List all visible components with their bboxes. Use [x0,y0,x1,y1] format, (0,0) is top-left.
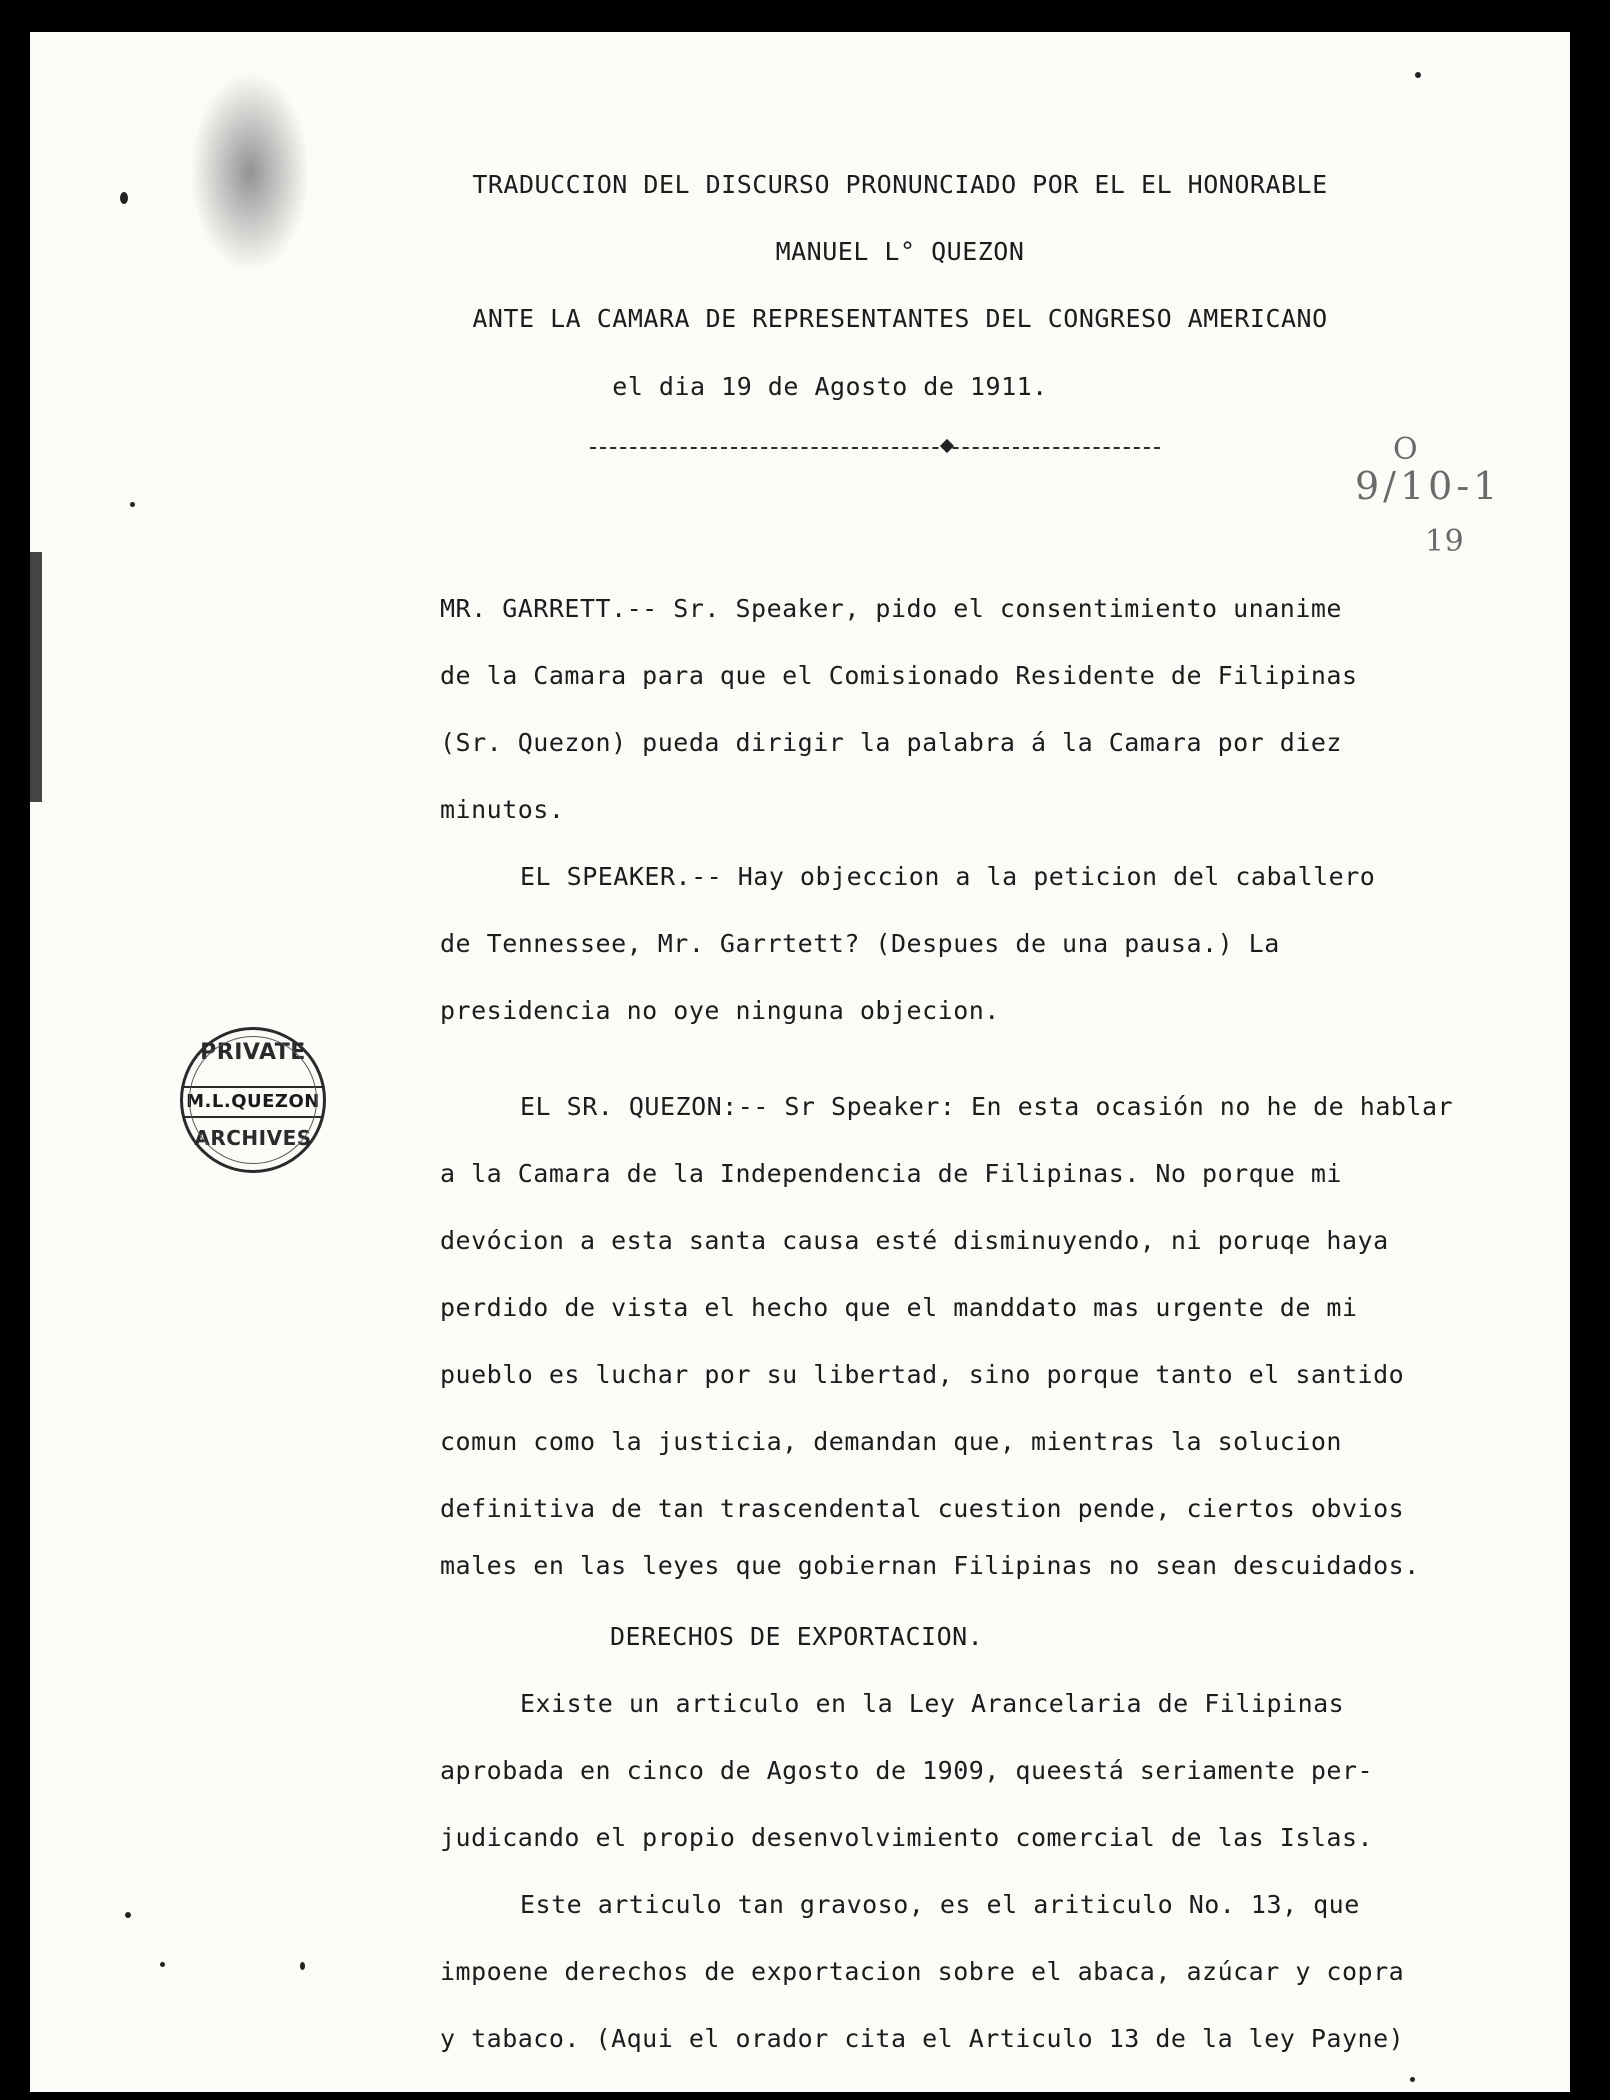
p2-line-2: de Tennessee, Mr. Garrtett? (Despues de una pausa.) La [440,929,1280,958]
p4-line-3: judicando el propio desenvolvimiento comercial de las Islas. [440,1823,1374,1852]
margin-note-line-3: 19 [1425,524,1465,559]
divider-ornament-icon [940,439,954,453]
heading-line-1: TRADUCCION DEL DISCURSO PRONUNCIADO POR EL EL HONORABLE [472,170,1328,199]
stamp-top-text: PRIVATE [200,1040,306,1065]
p3-line-4: perdido de vista el hecho que el manddato mas urgente de mi [440,1293,1358,1322]
document-body [30,32,1570,2092]
scan-speck [130,502,135,507]
p5-line-1: Este articulo tan gravoso, es el ariticulo No. 13, que [520,1890,1360,1919]
p4-line-2: aprobada en cinco de Agosto de 1909, queestá seriamente per- [440,1756,1374,1785]
heading-line-2: MANUEL L° QUEZON [775,237,1025,266]
stamp-middle-text: M.L.QUEZON [183,1086,323,1118]
p2-line-1: EL SPEAKER.-- Hay objeccion a la peticion del caballero [520,862,1376,891]
scan-speck [300,1962,305,1970]
p1-line-3: (Sr. Quezon) pueda dirigir la palabra á la Camara por diez [440,728,1342,757]
heading-date: el dia 19 de Agosto de 1911. [612,372,1048,401]
scan-speck [160,1962,165,1967]
handwritten-margin-note [1355,432,1535,572]
section-title: DERECHOS DE EXPORTACION. [610,1622,984,1651]
scan-speck [1410,2077,1415,2082]
p4-line-1: Existe un articulo en la Ley Arancelaria de Filipinas [520,1689,1345,1718]
p3-line-6: comun como la justicia, demandan que, mientras la solucion [440,1427,1342,1456]
heading-divider [590,447,1160,449]
p3-line-1: EL SR. QUEZON:-- Sr Speaker: En esta ocasión no he de hablar [520,1092,1454,1121]
archive-stamp [180,1027,326,1173]
p3-line-2: a la Camara de la Independencia de Filipinas. No porque mi [440,1159,1342,1188]
margin-note-line-1: O [1393,432,1419,467]
scan-speck [125,1912,131,1918]
scan-speck [120,192,128,204]
p3-line-3: devócion a esta santa causa esté disminuyendo, ni poruqe haya [440,1226,1389,1255]
p3-line-7: definitiva de tan trascendental cuestion pende, ciertos obvios [440,1494,1405,1523]
margin-note-line-2: 9/10-1 [1355,464,1502,508]
p3-line-5: pueblo es luchar por su libertad, sino porque tanto el santido [440,1360,1405,1389]
p5-line-2: impoene derechos de exportacion sobre el abaca, azúcar y copra [440,1957,1405,1986]
p2-line-3: presidencia no oye ninguna objecion. [440,996,1000,1025]
p1-line-2: de la Camara para que el Comisionado Residente de Filipinas [440,661,1358,690]
heading-line-3: ANTE LA CAMARA DE REPRESENTANTES DEL CONGRESO AMERICANO [472,304,1328,333]
stamp-bottom-text: ARCHIVES [194,1126,312,1150]
scan-speck [1415,72,1421,78]
document-page [30,32,1570,2092]
p1-line-1: MR. GARRETT.-- Sr. Speaker, pido el consentimiento unanime [440,594,1342,623]
p5-line-3: y tabaco. (Aqui el orador cita el Articulo 13 de la ley Payne) [440,2024,1405,2053]
p3-line-8: males en las leyes que gobiernan Filipinas no sean descuidados. [440,1551,1420,1580]
p1-line-4: minutos. [440,795,565,824]
